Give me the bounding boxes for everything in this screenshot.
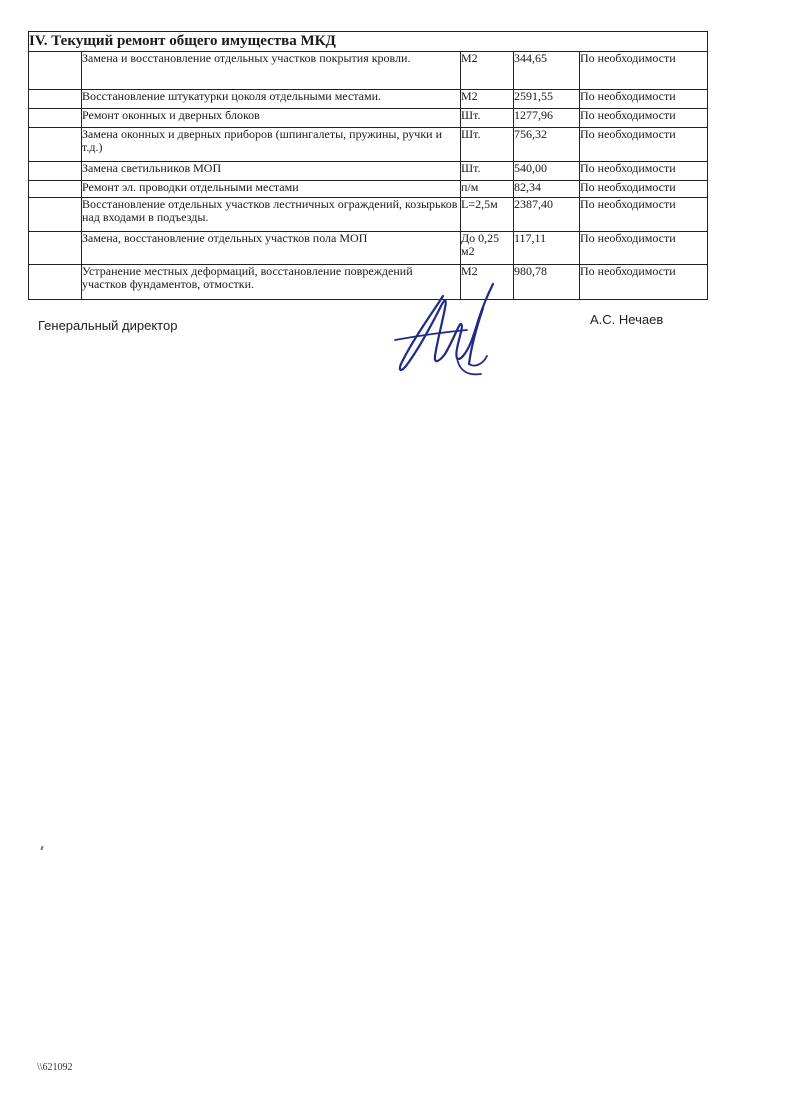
table-row <box>29 232 708 265</box>
unit: Шт. <box>461 109 514 128</box>
quantity: 980,78 <box>514 265 580 300</box>
quantity: 344,65 <box>514 52 580 90</box>
unit: п/м <box>461 181 514 198</box>
table-row <box>29 198 708 232</box>
blank-cell <box>29 162 82 181</box>
frequency: По необходимости <box>580 90 708 109</box>
blank-cell <box>29 198 82 232</box>
frequency: По необходимости <box>580 109 708 128</box>
unit: М2 <box>461 52 514 90</box>
blank-cell <box>29 109 82 128</box>
quantity: 2591,55 <box>514 90 580 109</box>
table-row <box>29 109 708 128</box>
table-row <box>29 162 708 181</box>
table-row <box>29 128 708 162</box>
work-name: Замена светильников МОП <box>82 162 461 181</box>
work-name: Замена и восстановление отдельных участков покрытия кровли. <box>82 52 461 90</box>
blank-cell <box>29 90 82 109</box>
quantity: 2387,40 <box>514 198 580 232</box>
unit: М2 <box>461 90 514 109</box>
quantity: 117,11 <box>514 232 580 265</box>
frequency: По необходимости <box>580 128 708 162</box>
work-name: Замена оконных и дверных приборов (шпингалеты, пружины, ручки и т.д.) <box>82 128 461 162</box>
blank-cell <box>29 128 82 162</box>
handwritten-signature <box>385 278 515 388</box>
frequency: По необходимости <box>580 265 708 300</box>
blank-cell <box>29 181 82 198</box>
work-name: Замена, восстановление отдельных участков пола МОП <box>82 232 461 265</box>
scan-speck <box>40 846 43 850</box>
quantity: 540,00 <box>514 162 580 181</box>
section-title: IV. Текущий ремонт общего имущества МКД <box>29 32 708 52</box>
frequency: По необходимости <box>580 232 708 265</box>
table-row <box>29 265 708 300</box>
quantity: 756,32 <box>514 128 580 162</box>
work-name: Ремонт оконных и дверных блоков <box>82 109 461 128</box>
frequency: По необходимости <box>580 52 708 90</box>
table-row <box>29 90 708 109</box>
section-header-row <box>29 32 708 52</box>
position-title: Генеральный директор <box>38 318 178 333</box>
unit: М2 <box>461 265 514 300</box>
quantity: 1277,96 <box>514 109 580 128</box>
work-name: Ремонт эл. проводки отдельными местами <box>82 181 461 198</box>
work-name: Восстановление штукатурки цоколя отдельными местами. <box>82 90 461 109</box>
unit: L=2,5м <box>461 198 514 232</box>
blank-cell <box>29 265 82 300</box>
unit: Шт. <box>461 128 514 162</box>
table-row <box>29 52 708 90</box>
work-name: Восстановление отдельных участков лестничных ограждений, козырьков над входами в подъезды. <box>82 198 461 232</box>
document-reference: \\621092 <box>37 1062 73 1073</box>
table-row <box>29 181 708 198</box>
frequency: По необходимости <box>580 198 708 232</box>
work-name: Устранение местных деформаций, восстановление повреждений участков фундаментов, отмостки. <box>82 265 461 300</box>
frequency: По необходимости <box>580 181 708 198</box>
blank-cell <box>29 52 82 90</box>
unit: До 0,25 м2 <box>461 232 514 265</box>
signer-name: А.С. Нечаев <box>590 312 664 327</box>
repair-table <box>28 31 708 300</box>
quantity: 82,34 <box>514 181 580 198</box>
blank-cell <box>29 232 82 265</box>
frequency: По необходимости <box>580 162 708 181</box>
unit: Шт. <box>461 162 514 181</box>
